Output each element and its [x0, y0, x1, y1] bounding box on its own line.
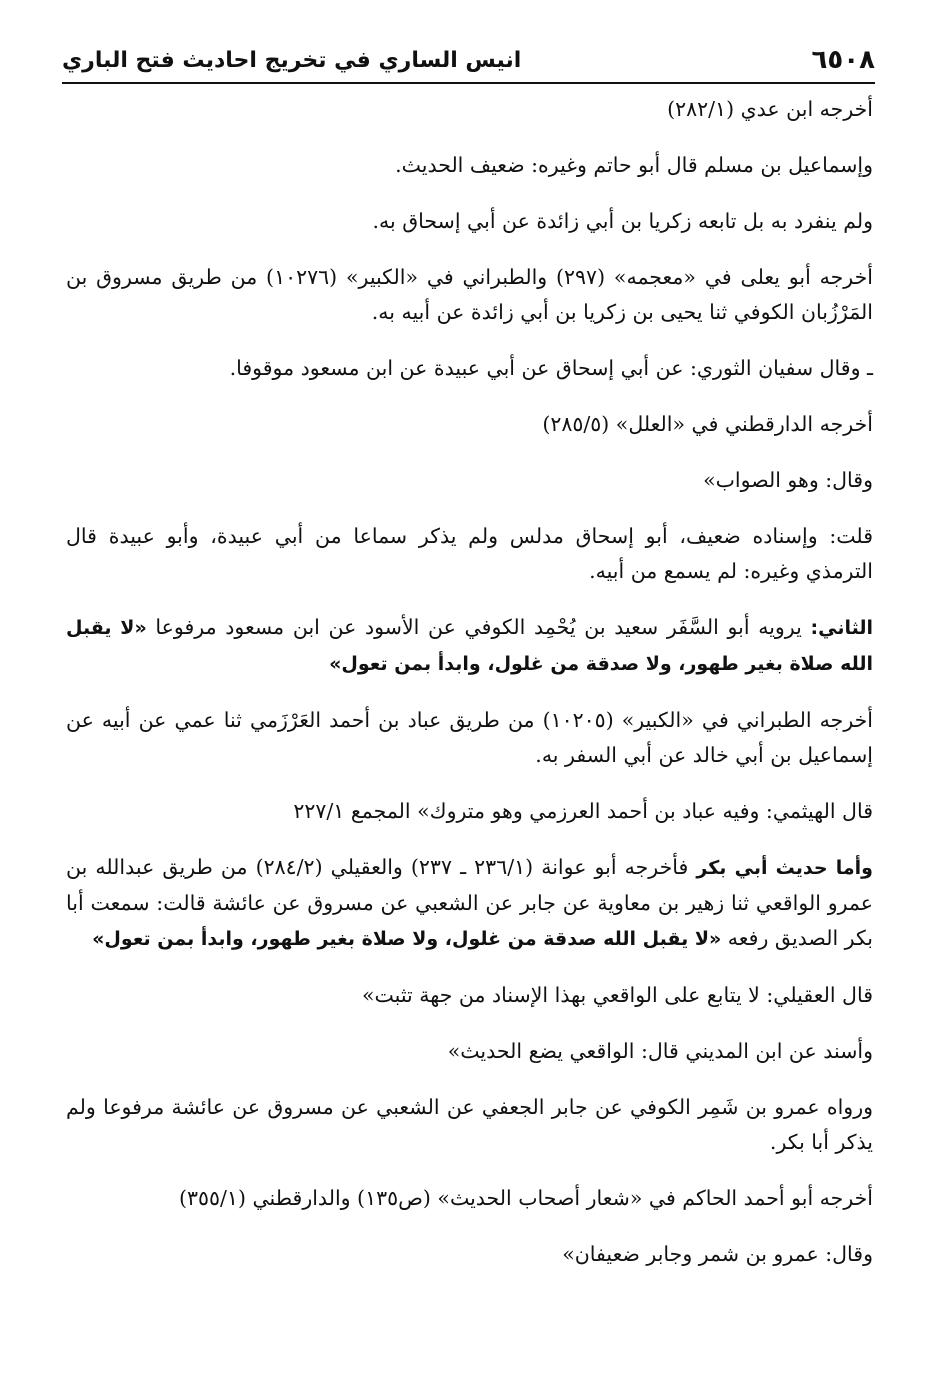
paragraph-lead: الثاني:	[810, 617, 873, 639]
paragraph-text: قلت: وإسناده ضعيف، أبو إسحاق مدلس ولم يذكر سماعا من أبي عبيدة، وأبو عبيدة قال الترمذي وغيره: لم يسمع من أبيه.	[66, 524, 873, 583]
paragraph-text: وأسند عن ابن المديني قال: الواقعي يضع الحديث»	[447, 1039, 873, 1063]
paragraph-4	[66, 260, 873, 330]
paragraph-16	[66, 1181, 873, 1216]
paragraph-text: ـ وقال سفيان الثوري: عن أبي إسحاق عن أبي عبيدة عن ابن مسعود موقوفا.	[229, 356, 873, 380]
paragraph-13	[66, 978, 873, 1013]
paragraph-10	[66, 703, 873, 773]
paragraph-lead: وأما حديث أبي بكر	[696, 857, 873, 879]
paragraph-text: يرويه أبو السَّفَر سعيد بن يُحْمِد الكوفي عن الأسود عن ابن مسعود مرفوعا	[146, 615, 811, 639]
paragraph-text: أخرجه ابن عدي (٢٨٢/١)	[667, 97, 873, 121]
paragraph-12	[66, 850, 873, 957]
paragraph-text: أخرجه الطبراني في «الكبير» (١٠٢٠٥) من طريق عباد بن أحمد العَرْزَمي ثنا عمي عن أبيه عن إسماعيل بن أبي خالد عن أبي السفر به.	[66, 708, 873, 767]
paragraph-text: وقال: وهو الصواب»	[703, 468, 873, 492]
paragraph-15	[66, 1090, 873, 1160]
page-header	[62, 38, 875, 84]
paragraph-text: وقال: عمرو بن شمر وجابر ضعيفان»	[562, 1242, 873, 1266]
paragraph-17	[66, 1237, 873, 1272]
paragraph-8	[66, 519, 873, 589]
paragraph-11	[66, 794, 873, 829]
running-title: انيس الساري في تخريج احاديث فتح الباري	[62, 47, 522, 73]
paragraph-text: قال العقيلي: لا يتابع على الواقعي بهذا الإسناد من جهة تثبت»	[361, 983, 873, 1007]
paragraph-7	[66, 463, 873, 498]
paragraph-2	[66, 148, 873, 183]
paragraph-14	[66, 1034, 873, 1069]
paragraph-text: ورواه عمرو بن شَمِر الكوفي عن جابر الجعفي عن الشعبي عن مسروق عن عائشة مرفوعا ولم يذكر أبا بكر.	[66, 1095, 873, 1154]
hadith-quote: «لا يقبل الله صلاة بغير طهور، ولا صدقة من غلول، وابدأ بمن تعول»	[66, 617, 873, 675]
paragraph-text: أخرجه أبو أحمد الحاكم في «شعار أصحاب الحديث» (ص١٣٥) والدارقطني (٣٥٥/١)	[178, 1186, 873, 1210]
paragraph-9	[66, 610, 873, 682]
hadith-quote: «لا يقبل الله صدقة من غلول، ولا صلاة بغير طهور، وابدأ بمن تعول»	[92, 928, 722, 950]
paragraph-text: أخرجه الدارقطني في «العلل» (٢٨٥/٥)	[542, 412, 873, 436]
paragraph-text: ولم ينفرد به بل تابعه زكريا بن أبي زائدة عن أبي إسحاق به.	[372, 209, 873, 233]
paragraph-text: وإسماعيل بن مسلم قال أبو حاتم وغيره: ضعيف الحديث.	[395, 153, 873, 177]
paragraph-text: قال الهيثمي: وفيه عباد بن أحمد العرزمي وهو متروك» المجمع ٢٢٧/١	[293, 799, 873, 823]
paragraph-5	[66, 351, 873, 386]
paragraph-3	[66, 204, 873, 239]
paragraph-1	[66, 92, 873, 127]
paragraph-6	[66, 407, 873, 442]
paragraph-text: أخرجه أبو يعلى في «معجمه» (٢٩٧) والطبراني في «الكبير» (١٠٢٧٦) من طريق مسروق بن المَرْزُبان الكوفي ثنا يحيى بن زكريا بن أبي زائدة عن أبيه به.	[66, 265, 873, 324]
paragraph-text: فأخرجه أبو عوانة (٢٣٦/١ ـ ٢٣٧) والعقيلي (٢٨٤/٢) من طريق عبدالله بن عمرو الواقعي ثنا زهير بن معاوية عن جابر عن الشعبي عن مسروق عن عائشة قالت: سمعت أبا بكر الصديق رفعه	[66, 855, 873, 950]
page-number: ٦٥٠٨	[811, 45, 875, 75]
body-text	[66, 92, 873, 1293]
